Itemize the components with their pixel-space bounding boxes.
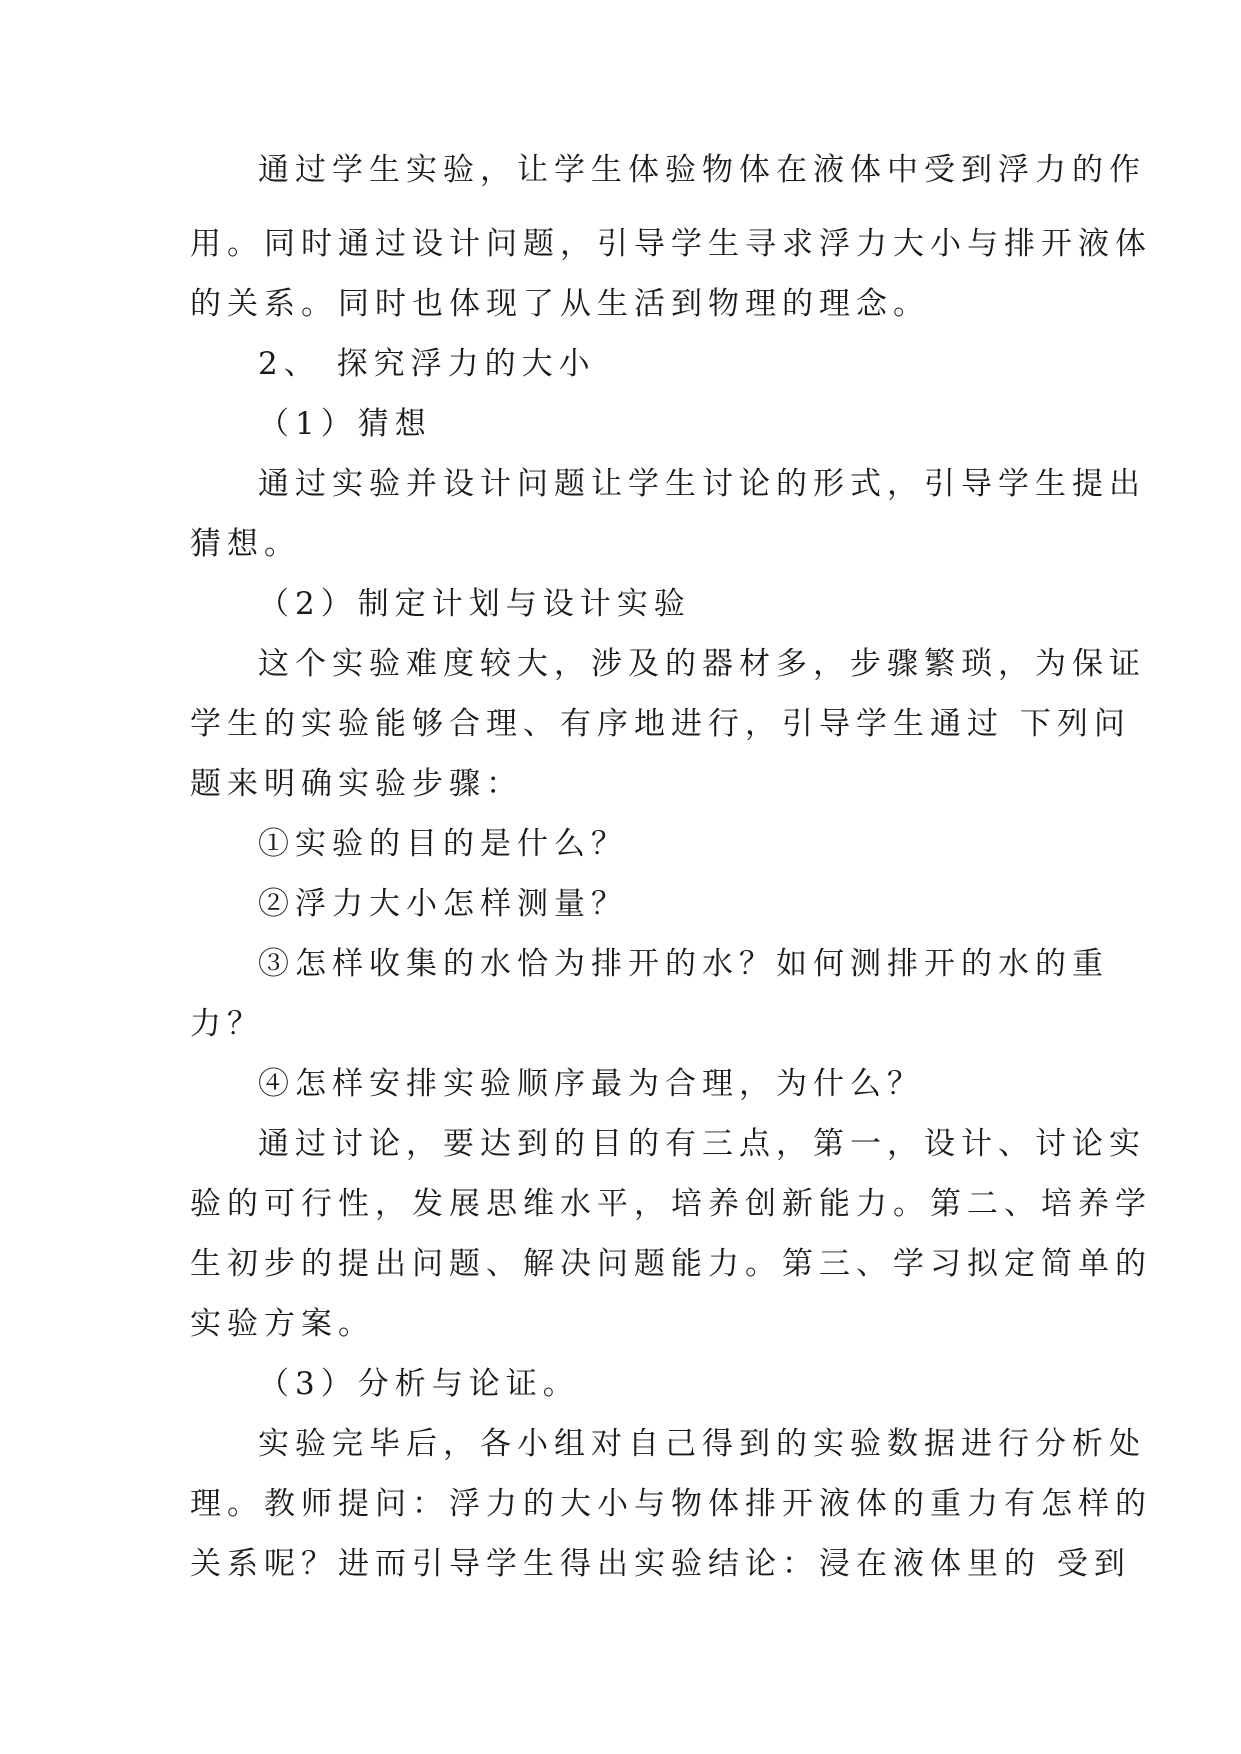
subsection-heading: （1）猜想	[258, 406, 432, 442]
subsection-heading: （2）制定计划与设计实验	[258, 586, 691, 622]
subsection-heading: （3）分析与论证。	[258, 1366, 580, 1402]
text-line: 学生的实验能够合理、有序地进行，引导学生通过 下列问	[190, 706, 1131, 742]
text-line: 验的可行性，发展思维水平，培养创新能力。第二、培养学	[190, 1186, 1152, 1222]
section-heading: 2、 探究浮力的大小	[258, 346, 596, 382]
list-item: ③怎样收集的水恰为排开的水？如何测排开的水的重	[258, 946, 1109, 982]
text-line: 力？	[190, 1006, 264, 1042]
text-line: 题来明确实验步骤：	[190, 766, 523, 802]
text-line: 关系呢？进而引导学生得出实验结论：浸在液体里的 受到	[190, 1546, 1131, 1582]
text-line: 用。同时通过设计问题，引导学生寻求浮力大小与排开液体	[190, 226, 1152, 262]
text-line: 通过讨论，要达到的目的有三点，第一，设计、讨论实	[258, 1126, 1146, 1162]
text-line: 生初步的提出问题、解决问题能力。第三、学习拟定简单的	[190, 1246, 1152, 1282]
list-item: ①实验的目的是什么？	[258, 826, 628, 862]
text-line: 猜想。	[190, 526, 301, 562]
list-item: ②浮力大小怎样测量？	[258, 886, 628, 922]
text-line: 这个实验难度较大，涉及的器材多，步骤繁琐，为保证	[258, 646, 1146, 682]
text-line: 通过实验并设计问题让学生讨论的形式，引导学生提出	[258, 466, 1146, 502]
text-line: 通过学生实验，让学生体验物体在液体中受到浮力的作	[258, 152, 1146, 188]
list-item: ④怎样安排实验顺序最为合理，为什么？	[258, 1066, 924, 1102]
text-line: 理。教师提问：浮力的大小与物体排开液体的重力有怎样的	[190, 1486, 1152, 1522]
text-line: 的关系。同时也体现了从生活到物理的理念。	[190, 286, 930, 322]
text-line: 实验完毕后，各小组对自己得到的实验数据进行分析处	[258, 1426, 1146, 1462]
text-line: 实验方案。	[190, 1306, 375, 1342]
